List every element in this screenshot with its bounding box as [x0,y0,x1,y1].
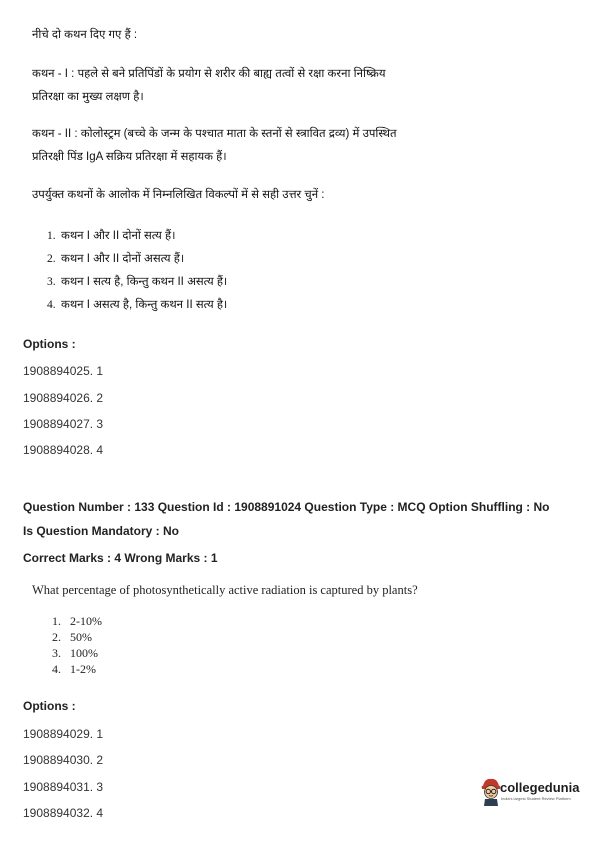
question-mandatory: Is Question Mandatory : No [23,524,180,538]
option-id: 1908894030. 2 [23,753,104,767]
question-choice: 1. 2-10% [52,614,102,628]
statement-1-line-1: कथन - I : पहले से बने प्रतिपिंडों के प्रयोग से शरीर की बाह्य तत्वों से रक्षा करना निष्क्रिय [32,68,386,80]
hindi-intro: नीचे दो कथन दिए गए हैं : [32,29,138,41]
options-label: Options : [23,699,76,713]
option-id: 1908894032. 4 [23,806,104,820]
option-id: 1908894027. 3 [23,417,104,431]
hindi-instruction: उपर्युक्त कथनों के आलोक में निम्नलिखित विकल्पों में से सही उत्तर चुनें : [32,189,325,201]
question-text: What percentage of photosynthetically active radiation is captured by plants? [32,583,418,597]
option-id: 1908894025. 1 [23,364,104,378]
statement-2-line-1: कथन - II : कोलोस्ट्रम (बच्चे के जन्म के पश्चात माता के स्तनों से स्त्रावित द्रव्य) में उपस्थित [32,128,397,140]
hindi-choice: 4. कथन I असत्य है, किन्तु कथन II सत्य है। [47,299,228,311]
option-id: 1908894031. 3 [23,780,104,794]
question-choice: 3. 100% [52,646,98,660]
hindi-choice: 1. कथन I और II दोनों सत्य हैं। [47,230,176,242]
hindi-choice: 3. कथन I सत्य है, किन्तु कथन II असत्य हैं। [47,276,228,288]
option-id: 1908894029. 1 [23,727,104,741]
logo-wordmark: collegedunia [500,780,580,795]
question-marks: Correct Marks : 4 Wrong Marks : 1 [23,551,218,565]
mascot-icon [480,777,502,807]
option-id: 1908894026. 2 [23,391,104,405]
logo-tagline: India's largest Student Review Platform [501,796,571,801]
statement-2-line-2: प्रतिरक्षी पिंड IgA सक्रिय प्रतिरक्षा में सहायक हैं। [32,151,227,163]
statement-1-line-2: प्रतिरक्षा का मुख्य लक्षण है। [32,91,144,103]
question-header: Question Number : 133 Question Id : 1908891024 Question Type : MCQ Option Shuffling : No [23,500,550,514]
hindi-choice: 2. कथन I और II दोनों असत्य हैं। [47,253,185,265]
option-id: 1908894028. 4 [23,443,104,457]
question-choice: 4. 1-2% [52,662,96,676]
options-label: Options : [23,337,76,351]
collegedunia-logo [480,775,585,815]
question-choice: 2. 50% [52,630,92,644]
